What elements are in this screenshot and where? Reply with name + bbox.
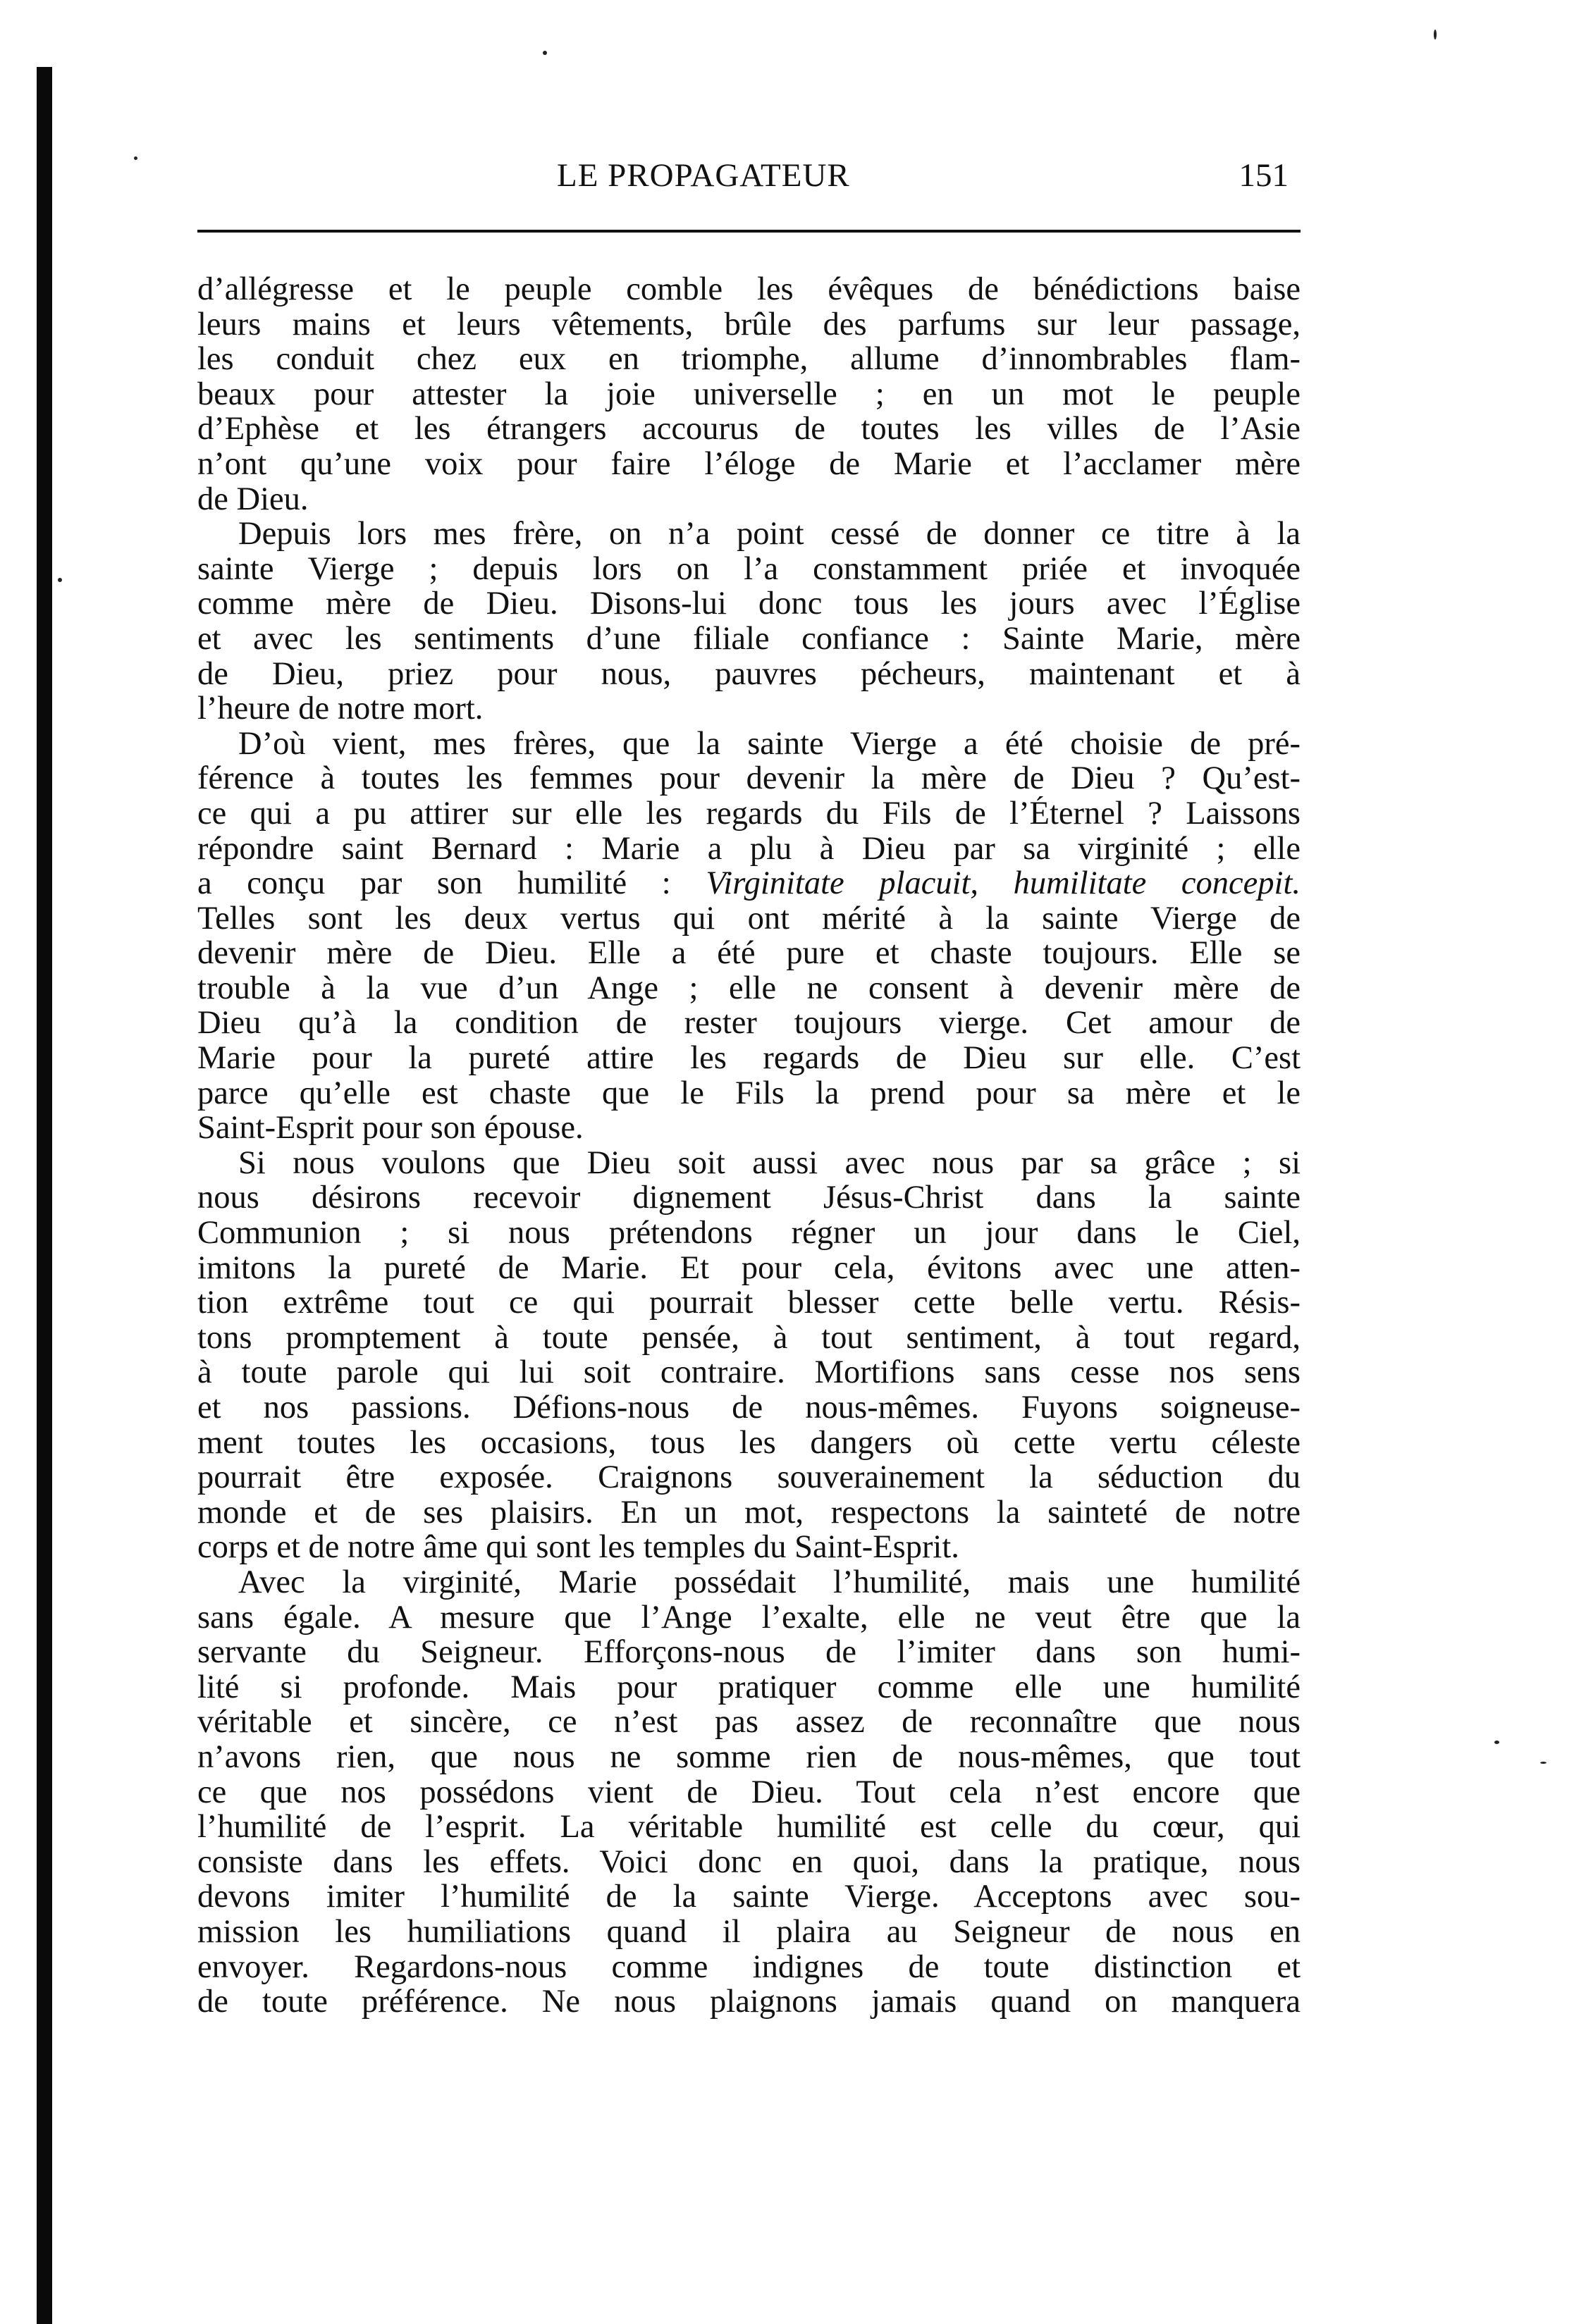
text-line: de Dieu. xyxy=(197,481,309,517)
text-line: ce que nos possédons vient de Dieu. Tout cela n’est encore que xyxy=(197,1774,1301,1810)
text-line: Communion ; si nous prétendons régner un jour dans le Ciel, xyxy=(197,1216,1301,1251)
text-line: Saint-Esprit pour son épouse. xyxy=(197,1111,584,1146)
speck xyxy=(1540,1762,1547,1764)
text-line: devons imiter l’humilité de la sainte Vierge. Acceptons avec sou- xyxy=(197,1879,1301,1915)
text-line: Marie pour la pureté attire les regards de Dieu sur elle. C’est xyxy=(197,1041,1301,1076)
text-line: tons promptement à toute pensée, à tout sentiment, à tout regard, xyxy=(197,1320,1301,1356)
text-line: les conduit chez eux en triomphe, allume d’innombrables flam- xyxy=(197,342,1301,377)
latin-quote: Virginitate placuit, humilitate concepit. xyxy=(706,866,1301,901)
text-line: Si nous voulons que Dieu soit aussi avec nous par sa grâce ; si xyxy=(238,1145,1301,1181)
text-line: servante du Seigneur. Efforçons-nous de l’imiter dans son humi- xyxy=(197,1635,1301,1670)
text-line: lité si profonde. Mais pour pratiquer comme elle une humilité xyxy=(197,1669,1301,1705)
text-fragment: a conçu par son humilité : xyxy=(197,866,671,901)
text-line: nous désirons recevoir dignement Jésus-Christ dans la sainte xyxy=(197,1180,1301,1216)
text-line: et nos passions. Défions-nous de nous-mêmes. Fuyons soigneuse- xyxy=(197,1390,1301,1426)
text-line: d’allégresse et le peuple comble les évêques de bénédictions baise xyxy=(197,272,1301,307)
text-line: leurs mains et leurs vêtements, brûle des parfums sur leur passage, xyxy=(197,307,1301,342)
speck xyxy=(134,156,137,160)
text-line: véritable et sincère, ce n’est pas assez de reconnaître que nous xyxy=(197,1705,1301,1740)
text-line: de Dieu, priez pour nous, pauvres pécheurs, maintenant et à xyxy=(197,656,1301,692)
text-line: Dieu qu’à la condition de rester toujours vierge. Cet amour de xyxy=(197,1006,1301,1042)
text-line: parce qu’elle est chaste que le Fils la prend pour sa mère et le xyxy=(197,1075,1301,1111)
text-line-with-quote xyxy=(197,866,1301,901)
text-line: envoyer. Regardons-nous comme indignes de toute distinction et xyxy=(197,1949,1301,1985)
text-line: Telles sont les deux vertus qui ont mérité à la sainte Vierge de xyxy=(197,901,1301,937)
text-line: n’ont qu’une voix pour faire l’éloge de Marie et l’acclamer mère xyxy=(197,446,1301,482)
text-line: pourrait être exposée. Craignons souverainement la séduction du xyxy=(197,1460,1301,1495)
text-line: corps et de notre âme qui sont les temples du Saint-Esprit. xyxy=(197,1530,959,1565)
header-rule xyxy=(197,230,1301,233)
text-line: l’humilité de l’esprit. La véritable humilité est celle du cœur, qui xyxy=(197,1810,1301,1845)
text-line: n’avons rien, que nous ne somme rien de nous-mêmes, que tout xyxy=(197,1739,1301,1775)
text-line: imitons la pureté de Marie. Et pour cela, évitons avec une atten- xyxy=(197,1250,1301,1286)
text-line: à toute parole qui lui soit contraire. Mortifions sans cesse nos sens xyxy=(197,1355,1301,1390)
text-line: monde et de ses plaisirs. En un mot, respectons la sainteté de notre xyxy=(197,1495,1301,1531)
binding-edge xyxy=(37,67,52,2324)
text-line: Depuis lors mes frère, on n’a point cessé de donner ce titre à la xyxy=(238,517,1301,552)
page-header xyxy=(197,156,1297,206)
text-line: tion extrême tout ce qui pourrait blesser cette belle vertu. Résis- xyxy=(197,1285,1301,1321)
speck xyxy=(1494,1741,1499,1744)
text-line: mission les humiliations quand il plaira au Seigneur de nous en xyxy=(197,1914,1301,1950)
text-line: ce qui a pu attirer sur elle les regards du Fils de l’Éternel ? Laissons xyxy=(197,796,1301,832)
text-line: de toute préférence. Ne nous plaignons jamais quand on manquera xyxy=(197,1984,1301,2020)
text-line: Avec la virginité, Marie possédait l’humilité, mais une humilité xyxy=(238,1564,1301,1600)
page-number: 151 xyxy=(1238,157,1289,194)
text-line: férence à toutes les femmes pour devenir la mère de Dieu ? Qu’est- xyxy=(197,761,1301,796)
speck xyxy=(1434,30,1437,39)
text-line: beaux pour attester la joie universelle ; en un mot le peuple xyxy=(197,376,1301,412)
running-head: LE PROPAGATEUR xyxy=(557,157,850,194)
text-line: sainte Vierge ; depuis lors on l’a constamment priée et invoquée xyxy=(197,551,1301,587)
body-text xyxy=(197,272,1301,2020)
text-line: sans égale. A mesure que l’Ange l’exalte, elle ne veut être que la xyxy=(197,1600,1301,1636)
text-line: ment toutes les occasions, tous les dangers où cette vertu céleste xyxy=(197,1425,1301,1461)
text-line: d’Ephèse et les étrangers accourus de toutes les villes de l’Asie xyxy=(197,412,1301,447)
text-line: l’heure de notre mort. xyxy=(197,691,484,727)
text-line: D’où vient, mes frères, que la sainte Vierge a été choisie de pré- xyxy=(238,726,1301,762)
text-line: consiste dans les effets. Voici donc en quoi, dans la pratique, nous xyxy=(197,1844,1301,1880)
text-line: trouble à la vue d’un Ange ; elle ne consent à devenir mère de xyxy=(197,970,1301,1006)
text-line: devenir mère de Dieu. Elle a été pure et chaste toujours. Elle se xyxy=(197,936,1301,971)
text-line: comme mère de Dieu. Disons-lui donc tous les jours avec l’Église xyxy=(197,586,1301,622)
text-line: et avec les sentiments d’une filiale confiance : Sainte Marie, mère xyxy=(197,621,1301,657)
speck xyxy=(58,578,62,582)
speck xyxy=(543,51,547,55)
text-line: répondre saint Bernard : Marie a plu à Dieu par sa virginité ; elle xyxy=(197,831,1301,867)
